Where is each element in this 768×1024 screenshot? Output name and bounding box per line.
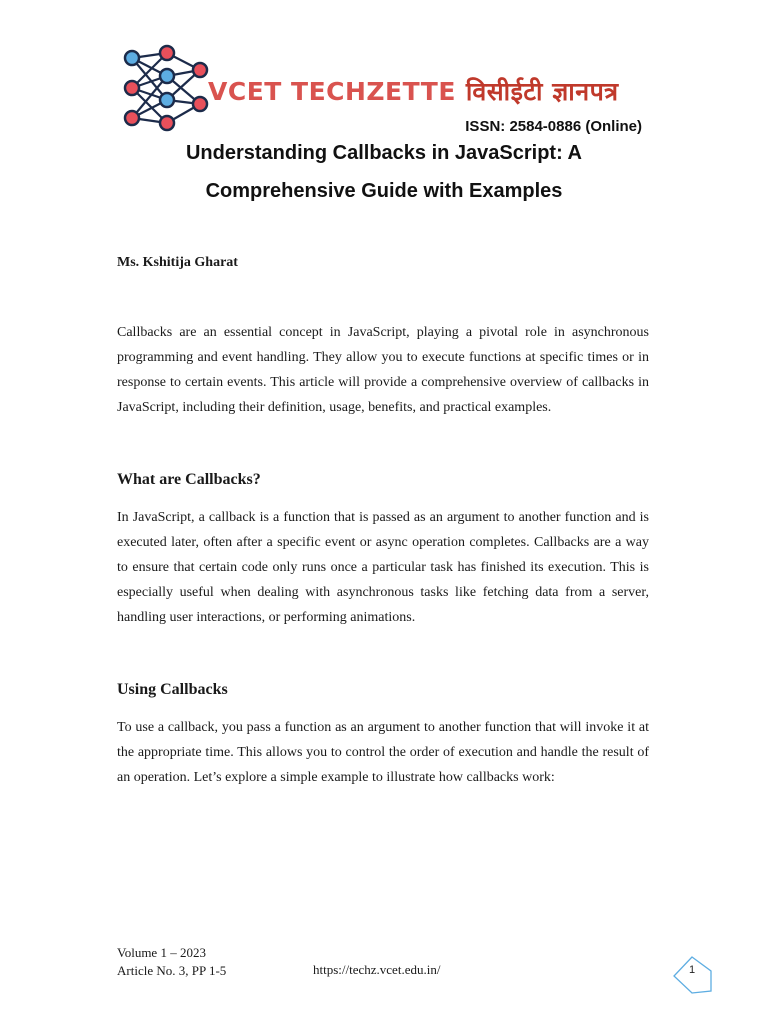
article-title-line-2: Comprehensive Guide with Examples (205, 180, 563, 202)
page-number-badge-icon (672, 955, 714, 997)
journal-header (112, 38, 652, 138)
footer-volume: Volume 1 – 2023 (117, 945, 206, 960)
intro-paragraph: Callbacks are an essential concept in JavaScript, playing a pivotal role in asynchronous programming and event handling. They allow you to execute functions at specific times or in response to certain events. This article will provide a comprehensive overview of callbacks in JavaScript, including their definition, usage, benefits, and practical examples. (117, 325, 649, 415)
section-heading: Using Callbacks (117, 681, 228, 698)
neural-network-icon (112, 38, 212, 138)
journal-name-devanagari: विसीईटी ज्ञानपत्र (465, 77, 619, 106)
article-title-line-1: Understanding Callbacks in JavaScript: A (185, 142, 583, 164)
page-number: 1 (688, 964, 696, 976)
footer-url: https://techz.vcet.edu.in/ (313, 962, 441, 977)
issn-label: ISSN: 2584-0886 (Online) (465, 118, 642, 135)
journal-name-latin: VCET TECHZETTE (208, 77, 456, 106)
section-paragraph: To use a callback, you pass a function as an argument to another function that will invoke it at the appropriate time. This allows you to control the order of execution and handle the result of an operation. Let’s explore a simple example to illustrate how callbacks work: (117, 720, 649, 785)
author-name: Ms. Kshitija Gharat (117, 255, 238, 270)
article-title (100, 134, 668, 210)
journal-name (208, 74, 619, 108)
footer-article-number: Article No. 3, PP 1-5 (117, 963, 227, 978)
section-paragraph: In JavaScript, a callback is a function that is passed as an argument to another function and is executed later, often after a specific event or async operation completes. Callbacks are a way to ensure that certain code only runs once a particular task has finished its execution. This is especially useful when dealing with asynchronous tasks like fetching data from a server, handling user interactions, or performing animations. (117, 510, 649, 625)
section-heading: What are Callbacks? (117, 471, 261, 488)
footer-citation (117, 944, 226, 980)
